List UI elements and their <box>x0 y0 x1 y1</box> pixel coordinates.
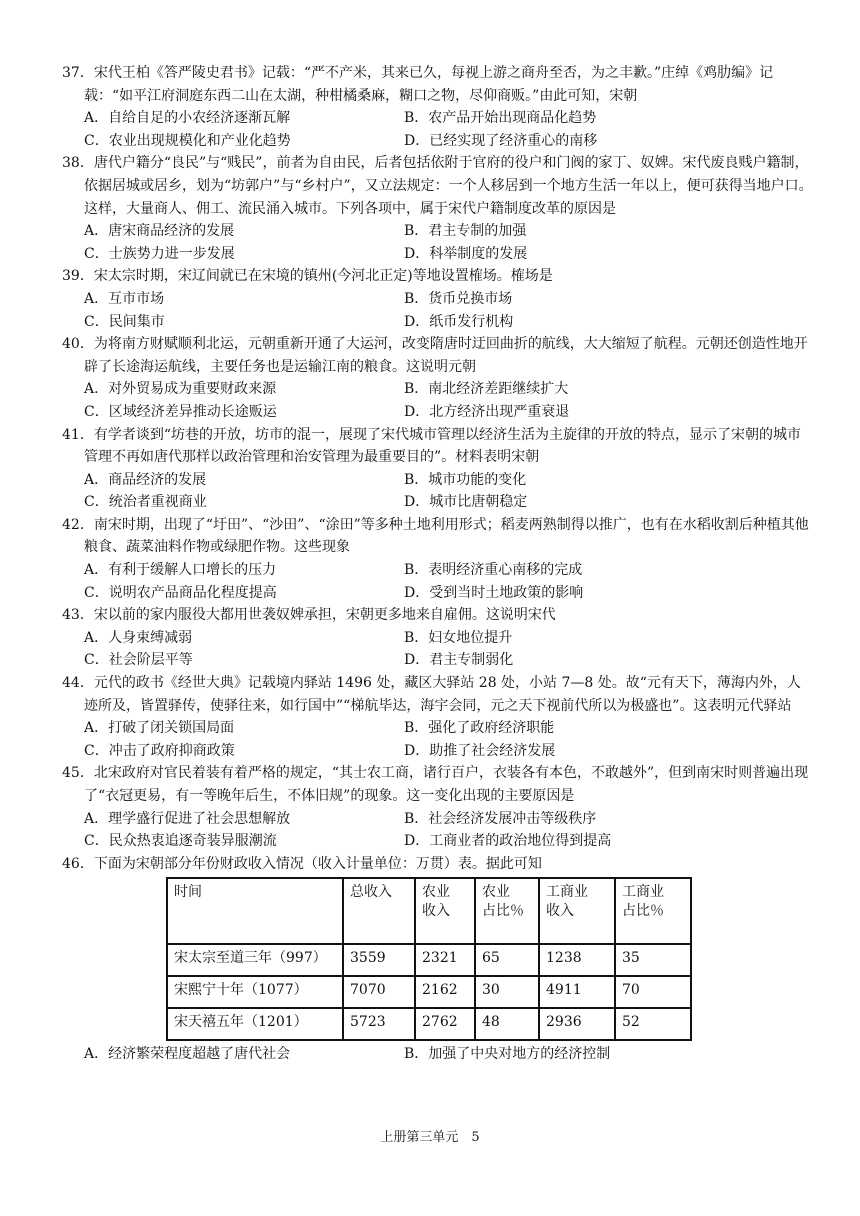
answer-option[interactable]: D．君主专制弱化 <box>404 652 514 669</box>
question-stem: 40．为将南方财赋顺利北运，元朝重新开通了大运河，改变隋唐时迂回曲折的航线，大大缩短了航程。元朝还创造性地开辟了长途海运航线，主要任务也是运输江南的粮食。这说明元朝 <box>62 336 808 375</box>
page-footer: 上册第三单元 5 <box>380 1130 480 1145</box>
table-cell: 65 <box>475 944 539 976</box>
answer-option[interactable]: C．统治者重视商业 <box>84 494 207 511</box>
answer-option[interactable]: C．士族势力进一步发展 <box>84 245 235 262</box>
table-cell: 2321 <box>415 944 475 976</box>
table-cell: 宋太宗至道三年（997） <box>167 944 343 976</box>
answer-option[interactable]: A．有利于缓解人口增长的压力 <box>84 562 277 579</box>
answer-option[interactable]: A．理学盛行促进了社会思想解放 <box>84 810 291 827</box>
question-stem: 37．宋代王柏《答严陵史君书》记载：“严不产米，其来已久，每视上游之商舟至否，为之丰歉。”庄绰《鸡肋编》记载：“如平江府洞庭东西二山在太湖，种柑橘桑麻，糊口之物，尽仰商贩。”由此可知，宋朝 <box>62 65 774 104</box>
answer-options <box>62 559 814 604</box>
answer-option[interactable]: D．科举制度的发展 <box>404 245 528 262</box>
header-cell: 时间 <box>167 878 343 944</box>
answer-options <box>62 717 814 762</box>
answer-option[interactable]: B．强化了政府经济职能 <box>404 720 555 737</box>
table-cell: 48 <box>475 1008 539 1040</box>
question-block <box>62 762 814 852</box>
answer-options <box>62 1043 814 1066</box>
table-row <box>167 976 691 1008</box>
table-cell: 52 <box>615 1008 691 1040</box>
question-46 <box>62 853 814 1066</box>
question-stem: 43．宋以前的家内服役大都用世袭奴婢承担，宋朝更多地来自雇佣。这说明宋代 <box>62 607 556 624</box>
answer-options <box>62 469 814 514</box>
table-cell: 5723 <box>343 1008 415 1040</box>
table-cell: 35 <box>615 944 691 976</box>
table-cell: 7070 <box>343 976 415 1008</box>
header-cell: 农业 占比％ <box>475 878 539 944</box>
answer-option[interactable]: C．社会阶层平等 <box>84 652 193 669</box>
answer-option[interactable]: B．表明经济重心南移的完成 <box>404 562 583 579</box>
answer-option[interactable]: B．城市功能的变化 <box>404 471 527 488</box>
table-header-row <box>167 878 691 944</box>
question-block <box>62 672 814 762</box>
question-stem: 46．下面为宋朝部分年份财政收入情况（收入计量单位：万贯）表。据此可知 <box>62 855 542 872</box>
question-list <box>62 62 814 853</box>
answer-option[interactable]: A．对外贸易成为重要财政来源 <box>84 381 277 398</box>
answer-option[interactable]: B．南北经济差距继续扩大 <box>404 381 569 398</box>
answer-option[interactable]: C．农业出现规模化和产业化趋势 <box>84 132 291 149</box>
answer-option[interactable]: B．君主专制的加强 <box>404 223 527 240</box>
answer-option[interactable]: A．打破了闭关锁国局面 <box>84 720 235 737</box>
header-cell: 农业 收入 <box>415 878 475 944</box>
answer-option[interactable]: A．人身束缚减弱 <box>84 629 193 646</box>
table-cell: 2162 <box>415 976 475 1008</box>
question-stem: 42．南宋时期，出现了“圩田”、“沙田”、“涂田”等多种土地利用形式；稻麦两熟制得以推广，也有在水稻收割后种植其他粮食、蔬菜油料作物或绿肥作物。这些现象 <box>62 516 809 556</box>
question-stem: 45．北宋政府对官民着装有着严格的规定，“其士农工商，诸行百户，衣装各有本色，不敢越外”，但到南宋时则普遍出现了“衣冠更易，有一等晚年后生，不体旧规”的现象。这一变化出现的主要原因是 <box>62 765 809 804</box>
revenue-table <box>166 877 692 1041</box>
answer-options <box>62 808 814 853</box>
answer-option[interactable]: C．区域经济差异推动长途贩运 <box>84 403 277 420</box>
table-cell: 3559 <box>343 944 415 976</box>
table-cell: 4911 <box>539 976 615 1008</box>
answer-option[interactable]: B．社会经济发展冲击等级秩序 <box>404 810 597 827</box>
question-block <box>62 424 814 514</box>
answer-option[interactable]: D．北方经济出现严重衰退 <box>404 403 570 420</box>
table-row <box>167 1008 691 1040</box>
answer-option[interactable]: C．民众热衷追逐奇装异服潮流 <box>84 833 277 850</box>
answer-option[interactable]: A．唐宋商品经济的发展 <box>84 223 235 240</box>
question-stem: 44．元代的政书《经世大典》记载境内驿站 1496 处，藏区大驿站 28 处，小站 7—8 处。故“元有天下，薄海内外，人迹所及，皆置驿传，使驿往来，如行国中”“梯航毕达，海宇会同，元之天下视前代所以为极盛也”。这表明元代驿站 <box>62 675 801 714</box>
answer-option[interactable]: A．自给自足的小农经济逐渐瓦解 <box>84 110 291 127</box>
table-cell: 70 <box>615 976 691 1008</box>
header-cell: 工商业 占比％ <box>615 878 691 944</box>
answer-option[interactable]: B．货币兑换市场 <box>404 290 513 307</box>
answer-option[interactable]: B．加强了中央对地方的经济控制 <box>404 1046 611 1063</box>
table-cell: 2936 <box>539 1008 615 1040</box>
table-cell: 30 <box>475 976 539 1008</box>
answer-option[interactable]: B．妇女地位提升 <box>404 629 513 646</box>
answer-option[interactable]: A．经济繁荣程度超越了唐代社会 <box>84 1046 291 1063</box>
answer-option[interactable]: D．工商业者的政治地位得到提高 <box>404 833 612 850</box>
question-block <box>62 265 814 333</box>
answer-options <box>62 288 814 333</box>
header-cell: 工商业 收入 <box>539 878 615 944</box>
question-block <box>62 333 814 423</box>
question-stem: 38．唐代户籍分“良民”与“贱民”，前者为自由民，后者包括依附于官府的役户和门阀的家丁、奴婢。宋代废良贱户籍制，依据居城或居乡，划为“坊郭户”与“乡村户”，又立法规定：一个人移居到一个地方生活一年以上，便可获得当地户口。这样，大量商人、佣工、流民涌入城市。下列各项中，属于宋代户籍制度改革的原因是 <box>62 155 813 217</box>
answer-option[interactable]: D．已经实现了经济重心的南移 <box>404 132 598 149</box>
answer-options <box>62 627 814 672</box>
answer-option[interactable]: A．互市市场 <box>84 290 165 307</box>
table-cell: 宋熙宁十年（1077） <box>167 976 343 1008</box>
table-row <box>167 944 691 976</box>
answer-option[interactable]: A．商品经济的发展 <box>84 471 207 488</box>
table-cell: 宋天禧五年（1201） <box>167 1008 343 1040</box>
answer-options <box>62 220 814 265</box>
answer-option[interactable]: C．冲击了政府抑商政策 <box>84 742 235 759</box>
answer-option[interactable]: D．助推了社会经济发展 <box>404 742 556 759</box>
answer-option[interactable]: D．城市比唐朝稳定 <box>404 494 528 511</box>
question-stem: 41．有学者谈到“坊巷的开放，坊市的混一，展现了宋代城市管理以经济生活为主旋律的开放的特点，显示了宋朝的城市管理不再如唐代那样以政治管理和治安管理为最重要目的”。材料表明宋朝 <box>62 426 801 466</box>
table-cell: 1238 <box>539 944 615 976</box>
answer-option[interactable]: C．说明农产品商品化程度提高 <box>84 584 277 601</box>
question-block <box>62 62 814 152</box>
header-cell: 总收入 <box>343 878 415 944</box>
table-cell: 2762 <box>415 1008 475 1040</box>
question-block <box>62 152 814 265</box>
answer-option[interactable]: C．民间集市 <box>84 313 165 330</box>
answer-option[interactable]: D．受到当时土地政策的影响 <box>404 584 584 601</box>
exam-page <box>62 62 814 1066</box>
answer-options <box>62 107 814 152</box>
answer-option[interactable]: D．纸币发行机构 <box>404 313 514 330</box>
answer-options <box>62 378 814 423</box>
question-stem: 39．宋太宗时期，宋辽间就已在宋境的镇州(今河北正定)等地设置榷场。榷场是 <box>62 268 553 285</box>
question-block <box>62 514 814 604</box>
answer-option[interactable]: B．农产品开始出现商品化趋势 <box>404 110 597 127</box>
question-block <box>62 604 814 672</box>
